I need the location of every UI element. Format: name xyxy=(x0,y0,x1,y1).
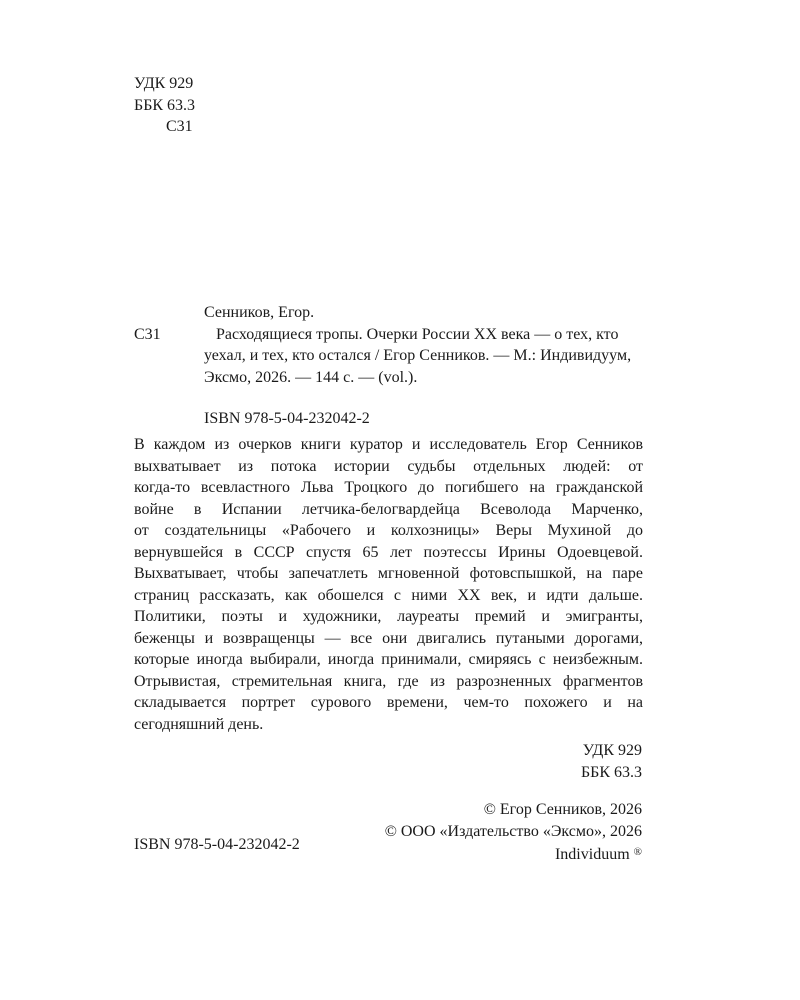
udk-code: УДК 929 xyxy=(134,75,194,92)
bbk-code: ББК 63.3 xyxy=(134,96,196,114)
copyright-author: © Егор Сенников, 2026 xyxy=(483,801,642,818)
annotation-line: страниц рассказать, как обошелся с ними XX век, и идти дальше. xyxy=(134,586,643,604)
annotation-line: Выхватывает, чтобы запечатлеть мгновенной фотовспышкой, на паре xyxy=(134,565,643,582)
annotation-line: вернувшейся в СССР спустя 65 лет поэтессы Ирины Одоевцевой. xyxy=(134,543,643,561)
annotation-line: от создательницы «Рабочего и колхозницы» Веры Мухиной до xyxy=(134,522,643,539)
annotation-line: беженцы и возвращенцы — все они двигались путаными дорогами, xyxy=(134,629,643,647)
annotation-line: В каждом из очерков книги куратор и исследователь Егор Сенников xyxy=(134,436,643,453)
catalog-isbn: ISBN 978-5-04-232042-2 xyxy=(204,410,370,427)
imprint-line xyxy=(385,842,642,866)
catalog-description-line: Расходящиеся тропы. Очерки России XX века — о тех, кто xyxy=(216,325,619,343)
bbk-code: ББК 63.3 xyxy=(580,763,642,781)
catalog-card xyxy=(134,302,654,430)
copyright-publisher: © ООО «Издательство «Эксмо», 2026 xyxy=(384,822,642,840)
author-mark: С31 xyxy=(166,118,193,135)
annotation-line: которые иногда выбирали, иногда принимали, смиряясь с неизбежным. xyxy=(134,651,643,668)
annotation-line: Отрывистая, стремительная книга, где из разрозненных фрагментов xyxy=(134,672,643,690)
imprint-name: Individuum xyxy=(554,846,630,863)
catalog-description-line: Эксмо, 2026. — 144 с. — (vol.). xyxy=(204,368,418,386)
annotation-line: сегодняшний день. xyxy=(134,715,264,733)
bottom-classification-codes xyxy=(581,740,642,783)
annotation-line: войне в Испании летчика-белогвардейца Всеволода Марченко, xyxy=(134,500,643,518)
udk-code: УДК 929 xyxy=(582,742,642,759)
annotation xyxy=(134,434,643,735)
isbn-bottom: ISBN 978-5-04-232042-2 xyxy=(134,836,300,853)
annotation-line: выхватывает из потока истории судьбы отдельных людей: от xyxy=(134,457,643,475)
registered-mark-icon: ® xyxy=(633,846,642,858)
annotation-line: Политики, поэты и художники, лауреаты премий и эмигранты, xyxy=(134,608,643,625)
catalog-author-mark: С31 xyxy=(134,325,161,343)
annotation-line: складывается портрет сурового времени, чем-то похожего и на xyxy=(134,694,643,711)
catalog-description-line: уехал, и тех, кто остался / Егор Сенников. — М.: Индивидуум, xyxy=(204,347,632,364)
top-classification-codes xyxy=(134,73,195,138)
copyright-block xyxy=(385,799,642,866)
annotation-line: когда-то всевластного Льва Троцкого до погибшего на гражданской xyxy=(134,479,643,496)
catalog-author: Сенников, Егор. xyxy=(204,304,315,321)
